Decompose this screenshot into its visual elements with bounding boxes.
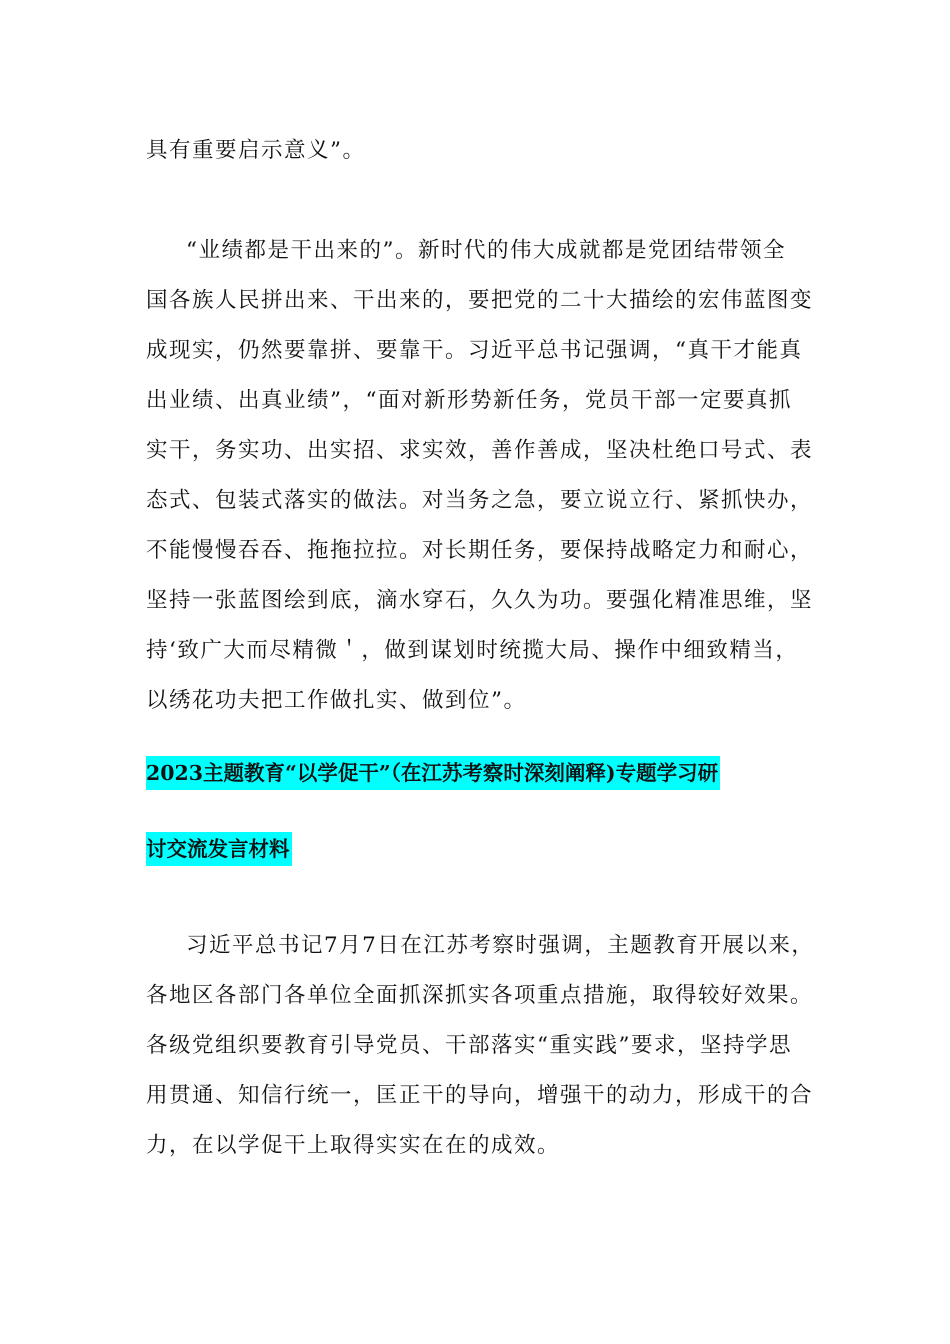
text-line: 出业绩、出真业绩”，“面对新形势新任务，党员干部一定要真抓 — [146, 388, 792, 413]
text-line: 坚持一张蓝图绘到底，滴水穿石，久久为功。要强化精准思维，坚 — [146, 588, 814, 613]
text-line: 国各族人民拼出来、干出来的，要把党的二十大描绘的宏伟蓝图变 — [146, 288, 814, 313]
heading-line: 2023主题教育“以学促干”（在江苏考察时深刻阐释)专题学习研 — [146, 756, 720, 790]
text-line: “业绩都是干出来的”。新时代的伟大成就都是党团结带领全 — [186, 238, 786, 263]
text-line: 态式、包装式落实的做法。对当务之急，要立说立行、紧抓快办， — [146, 488, 814, 513]
text-line: 持‘致广大而尽精微＇，做到谋划时统揽大局、操作中细致精当， — [146, 638, 799, 663]
text-line: 各级党组织要教育引导党员、干部落实“重实践”要求，坚持学思 — [146, 1033, 792, 1058]
text-line: 成现实，仍然要靠拼、要靠干。习近平总书记强调，“真干才能真 — [146, 338, 803, 363]
text-line: 以绣花功夫把工作做扎实、做到位”。 — [146, 688, 527, 713]
text-line: 各地区各部门各单位全面抓深抓实各项重点措施，取得较好效果。 — [146, 983, 814, 1008]
text-line: 力，在以学促干上取得实实在在的成效。 — [146, 1133, 561, 1158]
text-line: 习近平总书记7月7日在江苏考察时强调，主题教育开展以来， — [186, 933, 815, 958]
text-line: 实干，务实功、出实招、求实效，善作善成，坚决杜绝口号式、表 — [146, 438, 814, 463]
heading-line: 讨交流发言材料 — [146, 832, 292, 866]
text-line: 用贯通、知信行统一，匡正干的导向，增强干的动力，形成干的合 — [146, 1083, 814, 1108]
text-line: 不能慢慢吞吞、拖拖拉拉。对长期任务，要保持战略定力和耐心， — [146, 538, 814, 563]
text-line: 具有重要启示意义”。 — [146, 138, 366, 163]
